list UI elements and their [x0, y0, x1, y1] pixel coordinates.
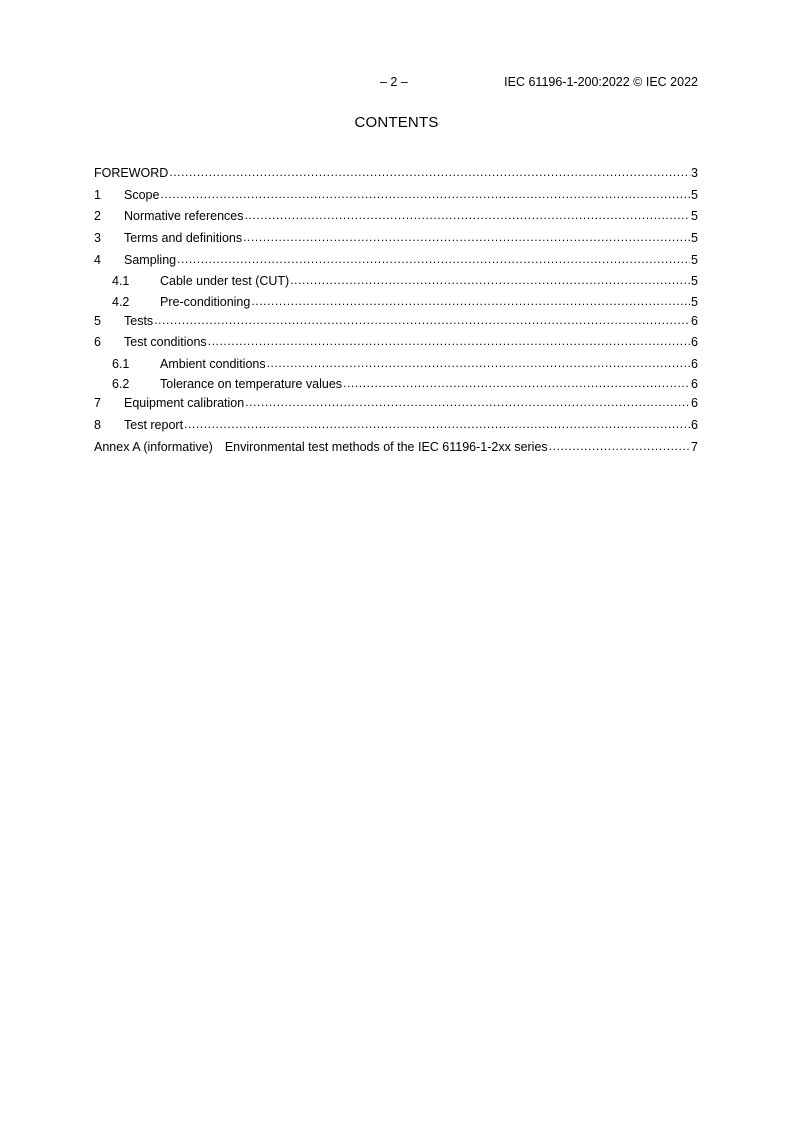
toc-entry-cable-under-test[interactable] — [94, 273, 698, 293]
dot-leader — [160, 187, 690, 199]
page-number: – 2 – — [380, 75, 408, 89]
dot-leader — [177, 252, 690, 264]
toc-entry-foreword[interactable] — [94, 165, 698, 187]
toc-entry-page: 7 — [691, 439, 698, 454]
toc-entry-page: 6 — [691, 335, 698, 350]
toc-entry-page: 6 — [691, 418, 698, 433]
toc-entry-title: Tolerance on temperature values — [160, 377, 343, 392]
toc-entry-normative-references[interactable] — [94, 208, 698, 230]
toc-entry-number: 4 — [94, 252, 101, 267]
toc-entry-title: Tests — [124, 313, 154, 328]
toc-entry-title: Pre-conditioning — [160, 294, 251, 309]
dot-leader — [169, 165, 690, 177]
dot-leader — [243, 230, 690, 242]
toc-entry-title: Test report — [124, 418, 184, 433]
toc-entry-number: 4.2 — [112, 294, 130, 309]
dot-leader — [549, 439, 690, 451]
toc-entry-number: 6 — [94, 335, 101, 350]
toc-entry-tolerance-on-temperature-values[interactable] — [94, 376, 698, 395]
dot-leader — [184, 417, 690, 429]
toc-entry-page: 6 — [691, 396, 698, 411]
toc-entry-number: 8 — [94, 418, 101, 433]
document-id: IEC 61196-1-200:2022 © IEC 2022 — [504, 75, 698, 89]
toc-entry-page: 6 — [691, 377, 698, 392]
toc-entry-title: Sampling — [124, 252, 177, 267]
toc-entry-number: 3 — [94, 231, 101, 246]
dot-leader — [245, 208, 691, 220]
toc-entry-number: 6.2 — [112, 377, 130, 392]
toc-entry-title: Environmental test methods of the IEC 61196-1-2xx series — [224, 439, 548, 454]
toc-entry-title: Test conditions — [124, 335, 207, 350]
dot-leader — [208, 334, 690, 346]
toc-entry-title: Cable under test (CUT) — [160, 274, 290, 289]
toc-entry-equipment-calibration[interactable] — [94, 395, 698, 417]
toc-entry-title: FOREWORD — [94, 166, 169, 180]
toc-entry-page: 5 — [691, 187, 698, 202]
toc-entry-title: Normative references — [124, 209, 244, 224]
toc-entry-page: 5 — [691, 209, 698, 224]
toc-entry-terms-and-definitions[interactable] — [94, 230, 698, 252]
dot-leader — [251, 294, 690, 306]
toc-entry-number: 7 — [94, 396, 101, 411]
toc-entry-annex-a[interactable] — [94, 439, 698, 461]
toc-entry-annex-label: Annex A (informative) — [94, 439, 213, 454]
toc-entry-scope[interactable] — [94, 187, 698, 209]
table-of-contents — [94, 165, 698, 460]
toc-entry-page: 6 — [691, 357, 698, 372]
dot-leader — [245, 395, 690, 407]
toc-entry-number: 4.1 — [112, 274, 130, 289]
dot-leader — [290, 273, 690, 285]
dot-leader — [154, 313, 690, 325]
toc-entry-number: 5 — [94, 313, 101, 328]
toc-entry-ambient-conditions[interactable] — [94, 356, 698, 376]
toc-entry-number: 6.1 — [112, 357, 130, 372]
toc-entry-sampling[interactable] — [94, 252, 698, 274]
toc-entry-tests[interactable] — [94, 313, 698, 335]
toc-entry-page: 5 — [691, 294, 698, 309]
toc-entry-title: Terms and definitions — [124, 231, 243, 246]
toc-entry-title: Scope — [124, 187, 160, 202]
page-header — [0, 75, 793, 93]
toc-entry-title: Equipment calibration — [124, 396, 245, 411]
toc-entry-page: 5 — [691, 231, 698, 246]
toc-entry-pre-conditioning[interactable] — [94, 294, 698, 313]
toc-entry-test-report[interactable] — [94, 417, 698, 439]
contents-title: CONTENTS — [354, 114, 439, 131]
toc-entry-title: Ambient conditions — [160, 357, 266, 372]
toc-entry-test-conditions[interactable] — [94, 334, 698, 356]
toc-entry-page: 6 — [691, 313, 698, 328]
toc-entry-page: 3 — [691, 166, 698, 180]
toc-entry-number: 2 — [94, 209, 101, 224]
toc-entry-page: 5 — [691, 274, 698, 289]
dot-leader — [267, 356, 690, 368]
toc-entry-page: 5 — [691, 252, 698, 267]
dot-leader — [343, 376, 690, 388]
toc-entry-number: 1 — [94, 187, 101, 202]
